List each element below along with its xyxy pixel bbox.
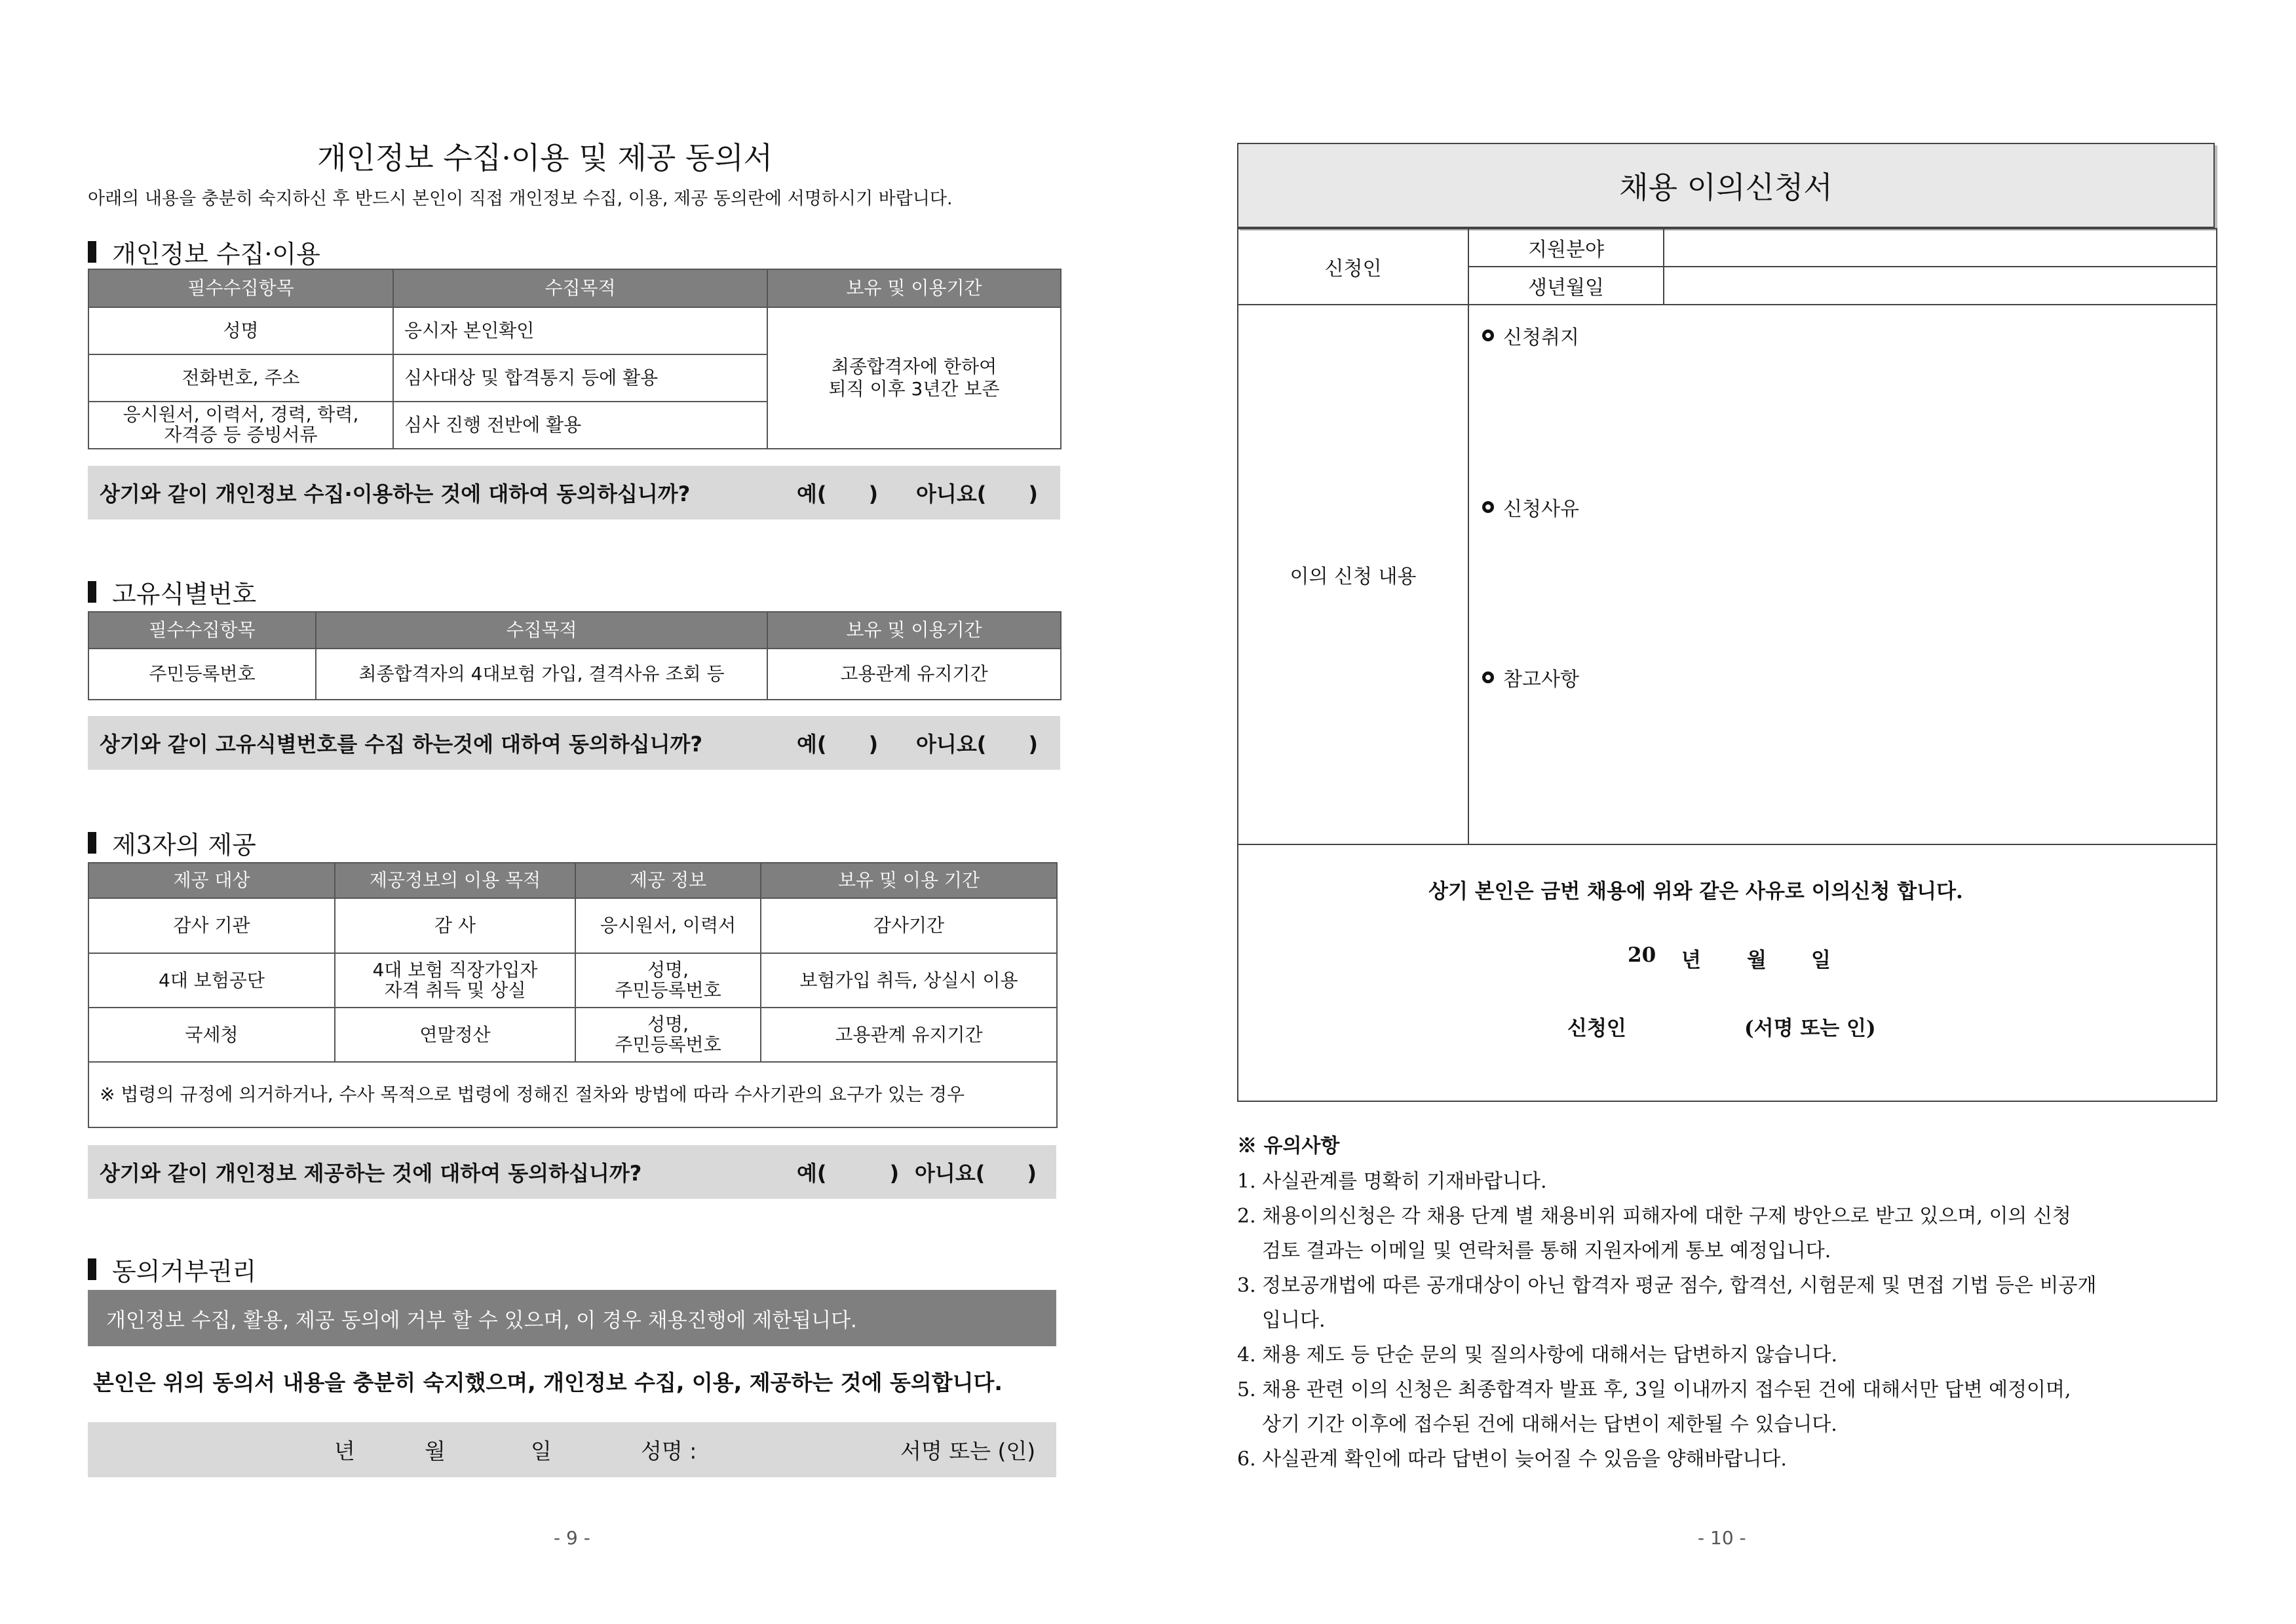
signature-row	[88, 1422, 1056, 1477]
column-header: 필수수집항목	[88, 269, 393, 307]
cell-line: 응시원서, 이력서, 경력, 학력,	[123, 404, 359, 426]
table-cell: 주민등록번호	[88, 649, 316, 700]
note-item: 상기 기간 이후에 접수된 건에 대해서는 답변이 제한될 수 있습니다.	[1262, 1413, 1837, 1436]
cell-line: 4대 보험 직장가입자	[372, 958, 538, 981]
section-heading-text: 제3자의 제공	[112, 831, 256, 859]
column-header: 필수수집항목	[88, 612, 316, 649]
consent-row-id-number	[88, 716, 1060, 770]
date-prefix: 20	[1628, 943, 1656, 967]
footnote-cell: ※ 법령의 규정에 의거하거나, 수사 목적으로 법령에 정해진 절차와 방법에 따라 수사기관의 요구가 있는 경우	[88, 1062, 1057, 1127]
form-title: 채용 이의신청서	[1237, 143, 2215, 228]
column-header: 수집목적	[316, 612, 767, 649]
table-cell	[88, 402, 393, 449]
consent-no[interactable]: 아니요( )	[916, 732, 1038, 757]
table-cell: 성명	[88, 307, 393, 354]
bullet-purpose	[1482, 321, 1579, 350]
consent-question: 상기와 같이 개인정보 수집·이용하는 것에 대하여 동의하십니까?	[100, 482, 691, 506]
heading-bar	[88, 832, 96, 854]
table-cell	[335, 953, 575, 1008]
column-header: 보유 및 이용기간	[767, 612, 1061, 649]
bullet-text: 신청취지	[1503, 326, 1579, 349]
cell-line: 주민등록번호	[615, 1033, 721, 1055]
table-row	[88, 1062, 1057, 1127]
table-cell: 국세청	[88, 1008, 335, 1062]
declaration: 상기 본인은 금번 채용에 위와 같은 사유로 이의신청 합니다.	[1428, 880, 1963, 903]
sign-month: 월	[425, 1438, 446, 1464]
consent-no[interactable]: 아니요( )	[915, 1161, 1037, 1186]
table-cell: 감사 기관	[88, 898, 335, 953]
column-header: 수집목적	[393, 269, 767, 307]
table-cell: 고용관계 유지기간	[761, 1008, 1057, 1062]
table-cell: 감사기간	[761, 898, 1057, 953]
column-header: 제공정보의 이용 목적	[335, 863, 575, 898]
signer-signature[interactable]: (서명 또는 인)	[1744, 1017, 1876, 1040]
table-cell: 심사 진행 전반에 활용	[393, 402, 767, 449]
consent-yes[interactable]: 예( )	[797, 1161, 900, 1186]
sign-name-label: 성명 :	[641, 1438, 697, 1464]
content-input[interactable]	[1468, 304, 2217, 845]
table-cell	[575, 1008, 761, 1062]
table-row	[88, 1008, 1057, 1062]
page-title: 개인정보 수집·이용 및 제공 동의서	[317, 140, 773, 176]
agreement-statement: 본인은 위의 동의서 내용을 충분히 숙지했으며, 개인정보 수집, 이용, 제공하는 것에 동의합니다.	[93, 1370, 1003, 1395]
table-row	[88, 898, 1057, 953]
section-heading-text: 동의거부권리	[112, 1257, 257, 1286]
note-item: 3. 정보공개법에 따른 공개대상이 아닌 합격자 평균 점수, 합격선, 시험문제 및 면접 기법 등은 비공개	[1237, 1274, 2097, 1297]
retention-line: 최종합격자에 한하여	[831, 356, 997, 378]
circle-bullet-icon	[1482, 501, 1494, 513]
id-number-table	[88, 611, 1062, 700]
content-label: 이의 신청 내용	[1237, 304, 1469, 845]
table-cell: 최종합격자의 4대보험 가입, 결격사유 조회 등	[316, 649, 767, 700]
third-party-table	[88, 862, 1058, 1128]
table-cell: 응시자 본인확인	[393, 307, 767, 354]
heading-bar	[88, 241, 96, 263]
retention-line: 퇴직 이후 3년간 보존	[828, 378, 1000, 400]
sign-signature[interactable]: 서명 또는 (인)	[900, 1438, 1036, 1464]
signer-label: 신청인	[1567, 1017, 1626, 1040]
retention-cell	[767, 307, 1061, 449]
refusal-notice: 개인정보 수집, 활용, 제공 동의에 거부 할 수 있으며, 이 경우 채용진행에 제한됩니다.	[88, 1290, 1056, 1346]
table-cell: 고용관계 유지기간	[767, 649, 1061, 700]
consent-no[interactable]: 아니요( )	[916, 482, 1038, 506]
table-cell: 연말정산	[335, 1008, 575, 1062]
bullet-text: 신청사유	[1503, 498, 1579, 521]
field-label: 지원분야	[1468, 228, 1664, 267]
consent-question: 상기와 같이 고유식별번호를 수집 하는것에 대하여 동의하십니까?	[100, 732, 703, 757]
collection-table	[88, 269, 1062, 449]
table-cell: 심사대상 및 합격통지 등에 활용	[393, 354, 767, 402]
note-item: 6. 사실관계 확인에 따라 답변이 늦어질 수 있음을 양해바랍니다.	[1237, 1448, 1787, 1471]
consent-row-third-party	[88, 1145, 1056, 1199]
date-year: 년	[1681, 949, 1701, 972]
consent-question: 상기와 같이 개인정보 제공하는 것에 대하여 동의하십니까?	[100, 1161, 642, 1186]
bullet-reason	[1482, 493, 1579, 521]
sign-day: 일	[531, 1438, 552, 1464]
cell-line: 자격증 등 증빙서류	[164, 424, 318, 445]
note-item: 2. 채용이의신청은 각 채용 단계 별 채용비위 피해자에 대한 구제 방안으로 받고 있으며, 이의 신청	[1237, 1205, 2071, 1228]
field-input[interactable]	[1663, 228, 2217, 267]
consent-yes[interactable]: 예( )	[797, 482, 879, 506]
heading-bar	[88, 581, 96, 603]
note-item: 입니다.	[1262, 1309, 1326, 1332]
instructions: 아래의 내용을 충분히 숙지하신 후 반드시 본인이 직접 개인정보 수집, 이용, 제공 동의란에 서명하시기 바랍니다.	[88, 189, 953, 209]
table-row	[88, 649, 1061, 700]
table-cell: 응시원서, 이력서	[575, 898, 761, 953]
table-cell: 감 사	[335, 898, 575, 953]
birth-input[interactable]	[1663, 266, 2217, 305]
cell-line: 성명,	[647, 958, 689, 981]
section-heading-refusal	[88, 1251, 256, 1287]
page-number: - 10 -	[1698, 1527, 1746, 1549]
column-header: 보유 및 이용 기간	[761, 863, 1057, 898]
circle-bullet-icon	[1482, 330, 1494, 341]
date-month: 월	[1747, 949, 1767, 972]
sign-year: 년	[334, 1438, 355, 1464]
section-heading-text: 개인정보 수집·이용	[112, 240, 320, 269]
page-10	[1148, 0, 2296, 1624]
consent-row-collection	[88, 466, 1060, 519]
note-item: 5. 채용 관련 이의 신청은 최종합격자 발표 후, 3일 이내까지 접수된 건에 대해서만 답변 예정이며,	[1237, 1378, 2071, 1401]
section-heading-text: 고유식별번호	[112, 580, 257, 609]
date-day: 일	[1811, 949, 1831, 972]
cell-line: 성명,	[647, 1013, 689, 1035]
bullet-text: 참고사항	[1503, 668, 1579, 691]
table-row	[88, 307, 1061, 354]
page-number: - 9 -	[554, 1527, 590, 1549]
table-cell: 보험가입 취득, 상실시 이용	[761, 953, 1057, 1008]
applicant-label: 신청인	[1237, 228, 1469, 305]
section-heading-id-number	[88, 574, 256, 610]
bullet-reference	[1482, 663, 1579, 692]
note-item: 1. 사실관계를 명확히 기재바랍니다.	[1237, 1170, 1547, 1193]
cell-line: 주민등록번호	[615, 979, 721, 1001]
section-heading-collection	[88, 234, 320, 270]
table-cell: 4대 보험공단	[88, 953, 335, 1008]
note-item: 4. 채용 제도 등 단순 문의 및 질의사항에 대해서는 답변하지 않습니다.	[1237, 1344, 1837, 1367]
column-header: 제공 정보	[575, 863, 761, 898]
cell-line: 자격 취득 및 상실	[384, 979, 526, 1001]
consent-yes[interactable]: 예( )	[797, 732, 879, 757]
table-row	[88, 953, 1057, 1008]
table-cell	[575, 953, 761, 1008]
column-header: 보유 및 이용기간	[767, 269, 1061, 307]
section-heading-third-party	[88, 825, 256, 861]
column-header: 제공 대상	[88, 863, 335, 898]
heading-bar	[88, 1258, 96, 1280]
birth-label: 생년월일	[1468, 266, 1664, 305]
table-cell: 전화번호, 주소	[88, 354, 393, 402]
circle-bullet-icon	[1482, 671, 1494, 683]
note-item: 검토 결과는 이메일 및 연락처를 통해 지원자에게 통보 예정입니다.	[1262, 1239, 1831, 1262]
notes-title: ※ 유의사항	[1237, 1135, 1340, 1158]
